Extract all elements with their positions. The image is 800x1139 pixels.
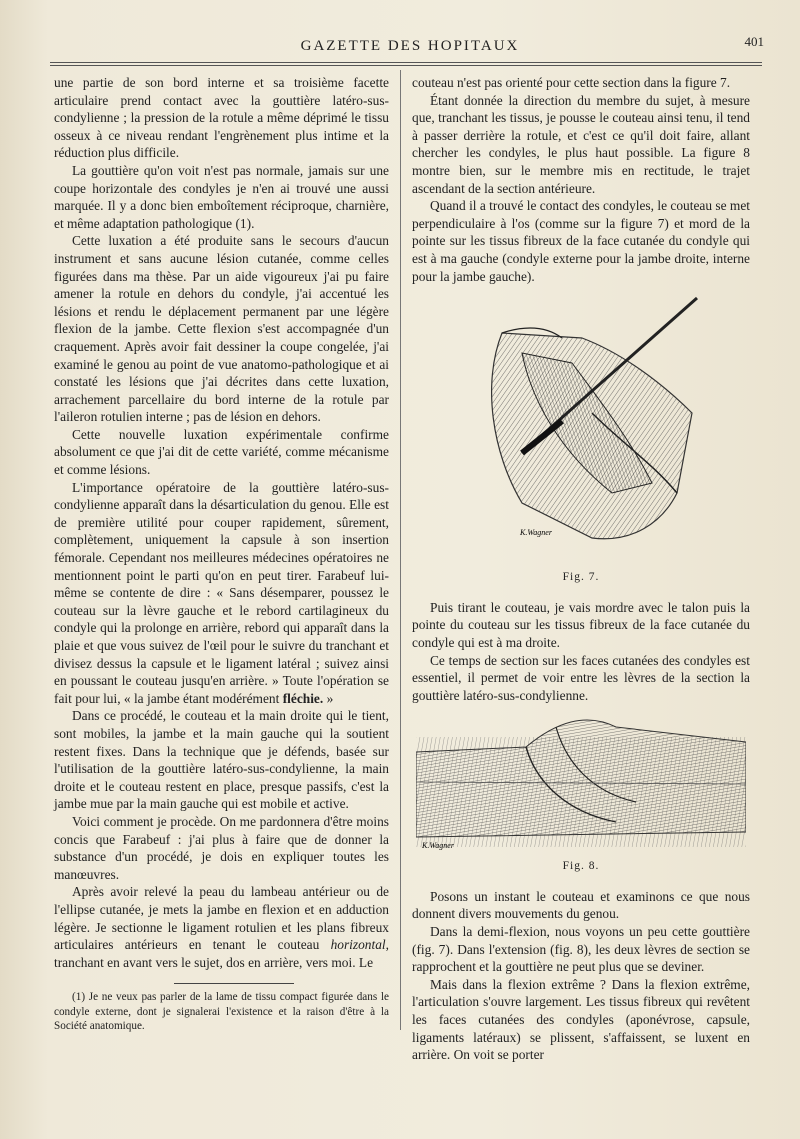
paragraph-text: , tranchant en avant vers le sujet, dos en arrière, vers moi. Le	[54, 937, 389, 970]
paragraph: Dans ce procédé, le couteau et la main droite qui le tient, sont mobiles, la jambe et la main gauche qui la soutient restent fixes. Dans la technique que je défends, basée sur l'utilisation de la gouttière latéro-sus-condylienne, la main droite et le couteau restent en place, presque passifs, c'est la jambe mue par la main gauche qui est mobile et active.	[54, 708, 389, 812]
paragraph: Cette nouvelle luxation expérimentale confirme absolument ce que j'ai dit de cette variété, comme mécanisme et comme lésions.	[54, 426, 389, 478]
paragraph-text: L'importance opératoire de la gouttière latéro-sus-condylienne apparaît dans la désarticulation du genou. Elle est de première utilité pour couper rapidement, sûrement, complètement, uniquement la capsule à son insertion fémorale. Cependant nos meilleures médecines opératoires ne mentionnent point le parti qu'on en peut tirer. Farabeuf lui-même se contente de dire : « Sans désemparer, poussez le couteau sur la lèvre gauche et le rebord cartilagineux du condyle qui la prolonge en arrière, rebord qui apparaît dans la plaie et que vous suivez de l'œil pour le suivre du tranchant et divisez dessus la capsule et le ligament latéral ; suivez ainsi en poussant le couteau jusqu'en arrière. » Toute l'opération se fait pour lui, « la jambe étant modérément	[54, 479, 389, 706]
paragraph: Mais dans la flexion extrême ? Dans la flexion extrême, l'articulation s'ouvre largement. Les tissus fibreux qui revêtent les faces cutanées des condyles (aponévrose, capsule, ligaments latéraux) se plissent, s'affaissent, se luxent en arrière. On voit se porter	[412, 976, 750, 1063]
paragraph: Cette luxation a été produite sans le secours d'aucun instrument et sans aucune lésion cutanée, comme celles figurées dans ma thèse. Par un aide vigoureux j'ai pu faire amener la rotule en dehors du condyle, j'ai accentué les lésions et rendu le déplacement permanent par une légère flexion de la jambe. Cette flexion s'est accompagnée d'un craquement. Après avoir fait dessiner la coupe congelée, j'ai examiné le genou au point de vue anatomo-pathologique et ai constaté les lésions que j'ai décrites dans cette luxation, arrachement parcellaire du bord interne de la rotule par l'aileron rotulien interne ; pas de lésion en dehors.	[54, 233, 389, 425]
paragraph: une partie de son bord interne et sa troisième facette articulaire prend contact avec la gouttière latéro-sus-condylienne ; la pression de la rotule a même déprimé le tissu osseux à ce niveau rendant l'engrènement plus intime et la réduction plus difficile.	[54, 75, 389, 161]
paragraph: La gouttière qu'on voit n'est pas normale, jamais sur une coupe horizontale des condyles je n'en ai trouvé une aussi marquée. Il y a donc bien emboîtement réciproque, charnière, et même adaptation pathologique (1).	[54, 162, 389, 231]
extended-knee-engraving	[416, 712, 746, 852]
page-number: 401	[744, 34, 764, 49]
column-divider	[400, 70, 401, 1030]
paragraph: Étant donnée la direction du membre du sujet, à mesure que, tranchant les tissus, je pousse le couteau ainsi tenu, il tend à passer derrière la rotule, et c'est ce qu'il doit faire, allant chercher les condyles, le plus haut possible. La figure 8 montre bien, sur le membre mis en rectitude, le trajet ascendant de la section antérieure.	[412, 92, 750, 196]
engraver-signature: K.Wagner	[422, 841, 454, 851]
right-column	[412, 74, 750, 1064]
footnote-rule	[174, 983, 294, 984]
paragraph: Quand il a trouvé le contact des condyles, le couteau se met perpendiculaire à l'os (comme sur la figure 7) et mord de la pointe sur les tissus fibreux de la face cutanée du condyle qui est à ma gauche (condyle externe pour la jambe droite, interne pour la jambe gauche).	[412, 198, 750, 284]
paragraph: Posons un instant le couteau et examinons ce que nous donnent divers mouvements du genou.	[412, 888, 750, 922]
footnote: (1) Je ne veux pas parler de la lame de tissu compact figurée dans le condyle externe, dont je signalerai l'existence et la raison d'être à la Société anatomique.	[54, 991, 389, 1033]
bold-text: fléchie.	[282, 690, 324, 706]
left-column	[54, 74, 389, 1034]
paragraph-text: Après avoir relevé la peau du lambeau antérieur ou de l'ellipse cutanée, je mets la jambe en flexion et en adduction légère. Je sectionne le ligament rotulien et les plans fibreux articulaires antérieurs en tenant le couteau	[54, 884, 389, 953]
paragraph: couteau n'est pas orienté pour cette section dans la figure 7.	[412, 75, 731, 90]
paragraph: Puis tirant le couteau, je vais mordre avec le talon puis la pointe du couteau sur les tissus fibreux de la face cutanée du condyle qui est à ma droite.	[412, 599, 750, 650]
figure-8-caption: Fig. 8.	[562, 860, 600, 873]
paragraph: Dans la demi-flexion, nous voyons un peu cette gouttière (fig. 7). Dans l'extension (fig. 8), les deux lèvres de section se rapprochent et la gouttière ne peut plus que se deviner.	[412, 924, 750, 975]
header-rule	[50, 62, 762, 66]
knee-dissection-engraving	[462, 293, 712, 563]
paragraph: Voici comment je procède. On me pardonnera d'être moins concis que Farabeuf : j'ai plus à faire que de donner la substance d'un procédé, je dois en expliquer toutes les manœuvres.	[54, 813, 389, 882]
paragraph	[54, 883, 389, 971]
paragraph-text: »	[323, 690, 334, 706]
running-title: GAZETTE DES HOPITAUX	[300, 38, 520, 54]
engraver-signature: K.Wagner	[520, 528, 552, 538]
figure-7-caption: Fig. 7.	[562, 571, 600, 584]
paragraph	[54, 479, 389, 708]
figure-8-illustration	[416, 712, 746, 852]
italic-text: horizontal	[330, 937, 386, 953]
figure-7-illustration	[462, 293, 712, 563]
paragraph: Ce temps de section sur les faces cutanées des condyles est essentiel, il permet de voir entre les lèvres de la section la gouttière latéro-sus-condylienne.	[412, 652, 750, 703]
